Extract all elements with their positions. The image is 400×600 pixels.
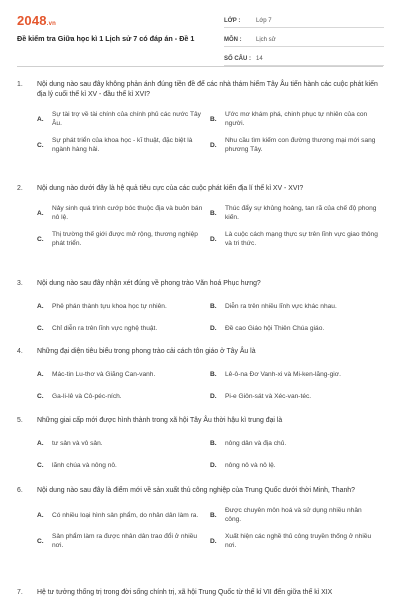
- option-letter: A.: [37, 302, 44, 310]
- option-letter: C.: [37, 461, 44, 469]
- option-a[interactable]: [37, 295, 210, 317]
- question-5: [17, 416, 387, 476]
- option-text: Lê-ô-na Đơ Vanh-xi và Mi-ken-lăng-giơ.: [225, 370, 341, 378]
- option-b[interactable]: [210, 295, 383, 317]
- option-text: Pi-e Giôn-sát và Xéc-van-téc.: [225, 392, 312, 400]
- option-text: Chỉ diễn ra trên lĩnh vực nghệ thuật.: [52, 324, 158, 332]
- option-text: Là cuộc cách mạng thực sự trên lĩnh vực giao thông và tri thức.: [225, 231, 378, 247]
- option-text: Mác-tin Lu-thơ và Giăng Can-vanh.: [52, 370, 156, 378]
- option-text: Có nhiều loại hình sản phẩm, do nhân dân làm ra.: [52, 511, 199, 519]
- option-a[interactable]: [37, 363, 210, 385]
- answer-options: [37, 363, 387, 407]
- option-b[interactable]: [210, 106, 383, 132]
- answer-options: [37, 295, 387, 339]
- meta-label: MÔN :: [224, 36, 242, 43]
- option-letter: D.: [210, 392, 217, 400]
- option-text: Thị trường thế giới được mở rộng, thương nghiệp phát triển.: [52, 231, 198, 247]
- option-letter: C.: [37, 141, 44, 149]
- option-text: Ga-li-lê và Cô-péc-ních.: [52, 392, 122, 400]
- answer-options: [37, 200, 387, 252]
- option-letter: B.: [210, 302, 217, 310]
- option-c[interactable]: [37, 454, 210, 476]
- option-letter: A.: [37, 209, 44, 217]
- logo-tld: .vn: [46, 21, 57, 27]
- question-6: [17, 486, 387, 554]
- question-text: Nội dung nào sau đây là điểm mới về sản xuất thủ công nghiệp của Trung Quốc dưới thời Minh, Thanh?: [37, 487, 355, 494]
- option-letter: A.: [37, 439, 44, 447]
- option-a[interactable]: [37, 502, 210, 528]
- option-text: Thúc đẩy sự khủng hoảng, tan rã của chế độ phong kiến.: [225, 205, 377, 221]
- option-a[interactable]: [37, 106, 210, 132]
- option-d[interactable]: [210, 317, 383, 339]
- option-text: Sự phát triển của khoa học - kĩ thuật, đặc biệt là ngành hàng hải.: [52, 137, 193, 153]
- question-number: 7.: [17, 589, 23, 596]
- question-text: Hệ tư tưởng thống trị trong đời sống chính trị, xã hội Trung Quốc từ thế kỉ VII đến giữa thế kỉ XIX: [37, 589, 333, 596]
- question-2: [17, 184, 387, 252]
- option-letter: C.: [37, 324, 44, 332]
- option-d[interactable]: [210, 385, 383, 407]
- option-c[interactable]: [37, 132, 210, 158]
- option-letter: D.: [210, 461, 217, 469]
- question-number: 4.: [17, 348, 23, 355]
- option-letter: D.: [210, 235, 217, 243]
- option-letter: B.: [210, 511, 217, 519]
- option-b[interactable]: [210, 363, 383, 385]
- option-letter: D.: [210, 324, 217, 332]
- meta-label: SỐ CÂU :: [224, 55, 251, 62]
- option-text: nông nô và nô lệ.: [225, 461, 276, 469]
- option-c[interactable]: [37, 528, 210, 554]
- option-letter: D.: [210, 141, 217, 149]
- option-text: Sản phẩm làm ra được nhân dân trao đổi ở nhiều nơi.: [52, 533, 198, 549]
- question-text: Những giai cấp mới được hình thành trong xã hội Tây Âu thời hậu kì trung đại là: [37, 417, 283, 424]
- meta-row-count: [224, 52, 384, 66]
- question-number: 3.: [17, 280, 23, 287]
- option-b[interactable]: [210, 502, 383, 528]
- option-letter: B.: [210, 439, 217, 447]
- document-header: [0, 0, 400, 70]
- option-text: Xuất hiện các nghề thủ công truyền thống ở nhiều nơi.: [225, 533, 372, 549]
- question-text: Những đại diện tiêu biểu trong phong trào cải cách tôn giáo ở Tây Âu là: [37, 348, 256, 355]
- option-c[interactable]: [37, 226, 210, 252]
- logo-text: 2048: [17, 13, 47, 28]
- meta-value: Lớp 7: [256, 17, 272, 24]
- option-b[interactable]: [210, 432, 383, 454]
- question-number: 2.: [17, 185, 23, 192]
- option-letter: A.: [37, 511, 44, 519]
- option-a[interactable]: [37, 200, 210, 226]
- answer-options: [37, 106, 387, 158]
- question-number: 5.: [17, 417, 23, 424]
- exam-meta: [224, 14, 384, 71]
- option-text: Diễn ra trên nhiều lĩnh vực khác nhau.: [225, 302, 337, 310]
- question-text: Nội dung nào sau đây nhận xét đúng về phong trào Văn hoá Phục hưng?: [37, 280, 261, 287]
- option-d[interactable]: [210, 528, 383, 554]
- option-text: Được chuyên môn hoá và sử dụng nhiều nhân công.: [225, 507, 362, 523]
- option-text: Nhu cầu tìm kiếm con đường thương mại mới sang phương Tây.: [225, 137, 376, 153]
- exam-title: Đề kiểm tra Giữa học kì 1 Lịch sử 7 có đáp án - Đề 1: [17, 34, 195, 43]
- option-text: tư sản và vô sản.: [52, 439, 103, 447]
- answer-options: [37, 502, 387, 554]
- option-text: Đề cao Giáo hội Thiên Chúa giáo.: [225, 324, 325, 332]
- option-text: Ước mơ khám phá, chinh phục tự nhiên của con người.: [225, 111, 368, 127]
- option-letter: B.: [210, 115, 217, 123]
- option-c[interactable]: [37, 317, 210, 339]
- option-text: Phê phán thành tựu khoa học tự nhiên.: [52, 302, 167, 310]
- option-b[interactable]: [210, 200, 383, 226]
- question-text: Nội dung nào dưới đây là hệ quả tiêu cực của các cuộc phát kiến địa lí thế kỉ XV - XVI?: [37, 185, 304, 192]
- option-text: nông dân và địa chủ.: [225, 439, 287, 447]
- question-7: [17, 588, 387, 598]
- option-letter: A.: [37, 115, 44, 123]
- meta-value: Lịch sử: [256, 36, 276, 43]
- option-d[interactable]: [210, 132, 383, 158]
- meta-label: LỚP :: [224, 17, 241, 24]
- option-text: Sự tài trợ về tài chính của chính phủ các nước Tây Âu.: [52, 111, 201, 127]
- question-text: Nội dung nào sau đây không phản ánh đúng tiền đề để các nhà thám hiểm Tây Âu tiến hành các cuộc phát kiến địa lý cuối thế kỉ XV - đầu thế kỉ XVI?: [37, 81, 378, 98]
- option-a[interactable]: [37, 432, 210, 454]
- option-letter: B.: [210, 209, 217, 217]
- question-number: 6.: [17, 487, 23, 494]
- option-letter: B.: [210, 370, 217, 378]
- question-number: 1.: [17, 81, 23, 88]
- option-text: lãnh chúa và nông nô.: [52, 461, 117, 469]
- option-letter: C.: [37, 392, 44, 400]
- meta-value: 14: [256, 55, 263, 62]
- meta-row-class: [224, 14, 384, 28]
- header-divider: [17, 66, 383, 67]
- answer-options: [37, 432, 387, 476]
- question-4: [17, 347, 387, 407]
- option-letter: C.: [37, 235, 44, 243]
- option-d[interactable]: [210, 226, 383, 252]
- question-1: [17, 80, 387, 158]
- meta-row-subject: [224, 33, 384, 47]
- option-letter: D.: [210, 537, 217, 545]
- option-c[interactable]: [37, 385, 210, 407]
- option-letter: C.: [37, 537, 44, 545]
- option-text: Nảy sinh quá trình cướp bóc thuộc địa và buôn bán nô lệ.: [52, 205, 203, 221]
- question-3: [17, 279, 387, 339]
- site-logo[interactable]: [17, 13, 56, 28]
- option-letter: A.: [37, 370, 44, 378]
- option-d[interactable]: [210, 454, 383, 476]
